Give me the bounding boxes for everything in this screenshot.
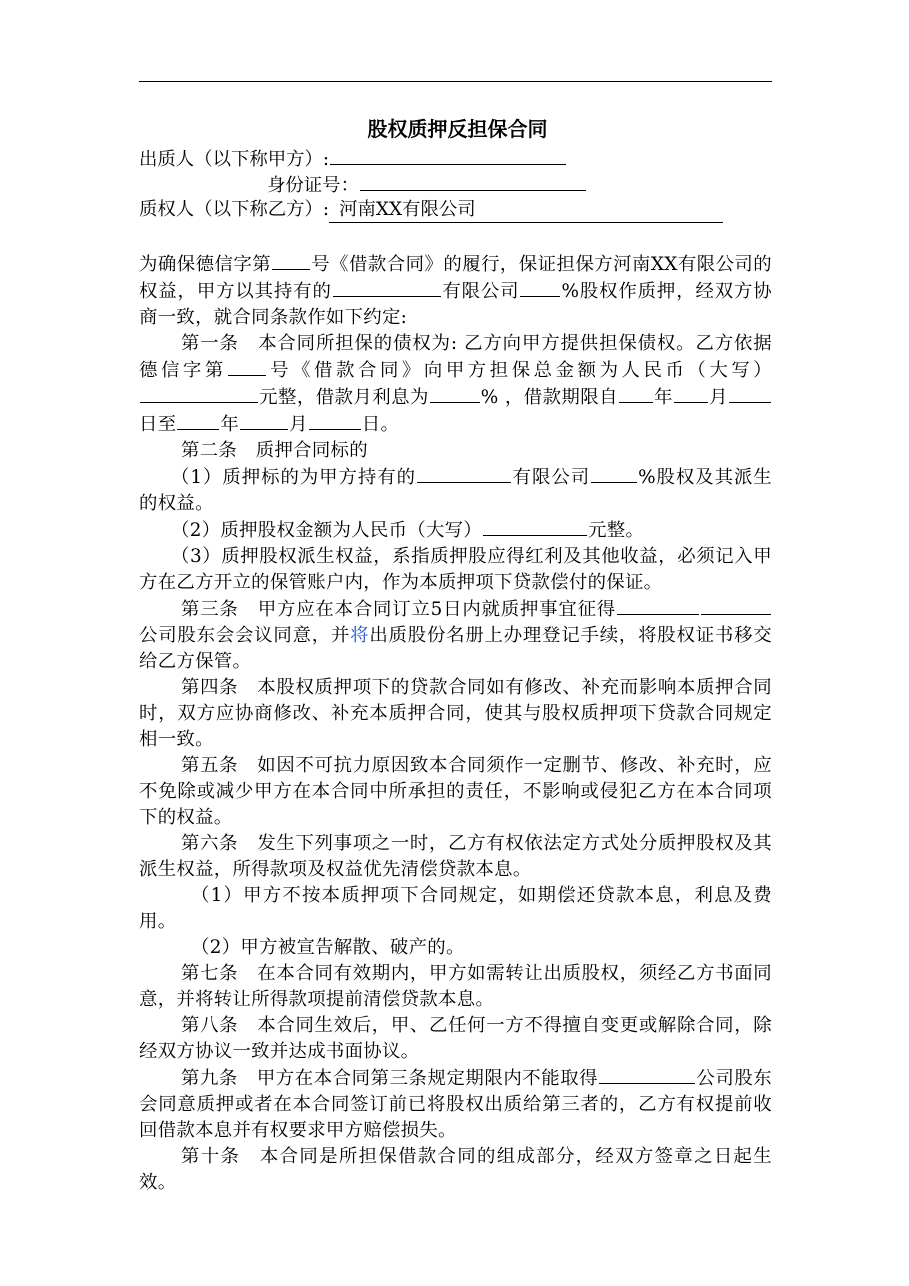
article-4: 第四条 本股权质押项下的贷款合同如有修改、补充而影响本质押合同时，双方应协商修改、补充本质押合同，使其与股权质押项下贷款合同规定相一致。 bbox=[139, 677, 772, 750]
contract-document bbox=[139, 116, 772, 1196]
article-2-item-3: （3）质押股权派生权益，系指质押股应得红利及其他收益，必须记入甲方在乙方开立的保管账户内，作为本质押项下贷款偿付的保证。 bbox=[139, 546, 772, 593]
id-label: 身份证号： bbox=[267, 175, 359, 196]
article-3: 第三条 甲方应在本合同订立5日内就质押事宜征得公司股东会会议同意，并将出质股份名册上办理登记手续，将股权证书移交给乙方保管。 bbox=[139, 596, 772, 675]
article-2: 第二条 质押合同标的 bbox=[181, 440, 368, 461]
intro-paragraph: 为确保德信字第 号《借款合同》的履行，保证担保方河南XX有限公司的权益，甲方以其持有的 有限公司 %股权作质押，经双方协商一致，就合同条款作如下约定: bbox=[139, 251, 772, 331]
id-blank bbox=[360, 172, 586, 191]
article-6-item-2: （2）甲方被宣告解散、破产的。 bbox=[191, 937, 465, 958]
article-10: 第十条 本合同是所担保借款合同的组成部分，经双方签章之日起生效。 bbox=[139, 1146, 772, 1193]
article-6-item-1: （1）甲方不按本质押项下合同规定，如期偿还贷款本息，利息及费用。 bbox=[139, 885, 772, 932]
article-9: 第九条 甲方在本合同第三条规定期限内不能取得 公司股东会同意质押或者在本合同签订前已将股权出质给第三者的，乙方有权提前收回借款本息并有权要求甲方赔偿损失。 bbox=[139, 1065, 772, 1144]
article-6: 第六条 发生下列事项之一时，乙方有权依法定方式处分质押股权及其派生权益，所得款项及权益优先清偿贷款本息。 bbox=[139, 833, 772, 880]
spacer bbox=[139, 223, 772, 251]
article-2-item-1: （1）质押标的为甲方持有的 有限公司 %股权及其派生的权益。 bbox=[139, 464, 772, 517]
id-line bbox=[139, 172, 772, 198]
header-rule bbox=[139, 81, 772, 82]
article-5: 第五条 如因不可抗力原因致本合同须作一定删节、修改、补充时，应不免除或减少甲方在本合同中所承担的责任，不影响或侵犯乙方在本合同项下的权益。 bbox=[139, 755, 772, 828]
pledgee-line bbox=[139, 198, 772, 223]
pledgor-line bbox=[139, 146, 772, 172]
pledgor-label: 出质人（以下称甲方）: bbox=[139, 149, 330, 170]
article-8: 第八条 本合同生效后，甲、乙任何一方不得擅自变更或解除合同，除经双方协议一致并达成书面协议。 bbox=[139, 1015, 772, 1062]
pledgee-value: 河南XX有限公司 bbox=[329, 198, 723, 223]
article-7: 第七条 在本合同有效期内，甲方如需转让出质股权，须经乙方书面同意，并将转让所得款项提前清偿贷款本息。 bbox=[139, 963, 772, 1010]
pledgor-blank bbox=[330, 146, 566, 165]
article-1: 第一条 本合同所担保的债权为: 乙方向甲方提供担保债权。乙方依据德信字第 号《借款合同》向甲方担保总金额为人民币（大写）元整，借款月利息为 % ，借款期限自 年 月日至 年 月 日。 bbox=[139, 333, 772, 435]
article-2-item-2: （2）质押股权金额为人民币（大写） 元整。 bbox=[139, 517, 772, 544]
document-title: 股权质押反担保合同 bbox=[367, 117, 548, 141]
pledgee-label: 质权人（以下称乙方）: bbox=[139, 199, 330, 220]
